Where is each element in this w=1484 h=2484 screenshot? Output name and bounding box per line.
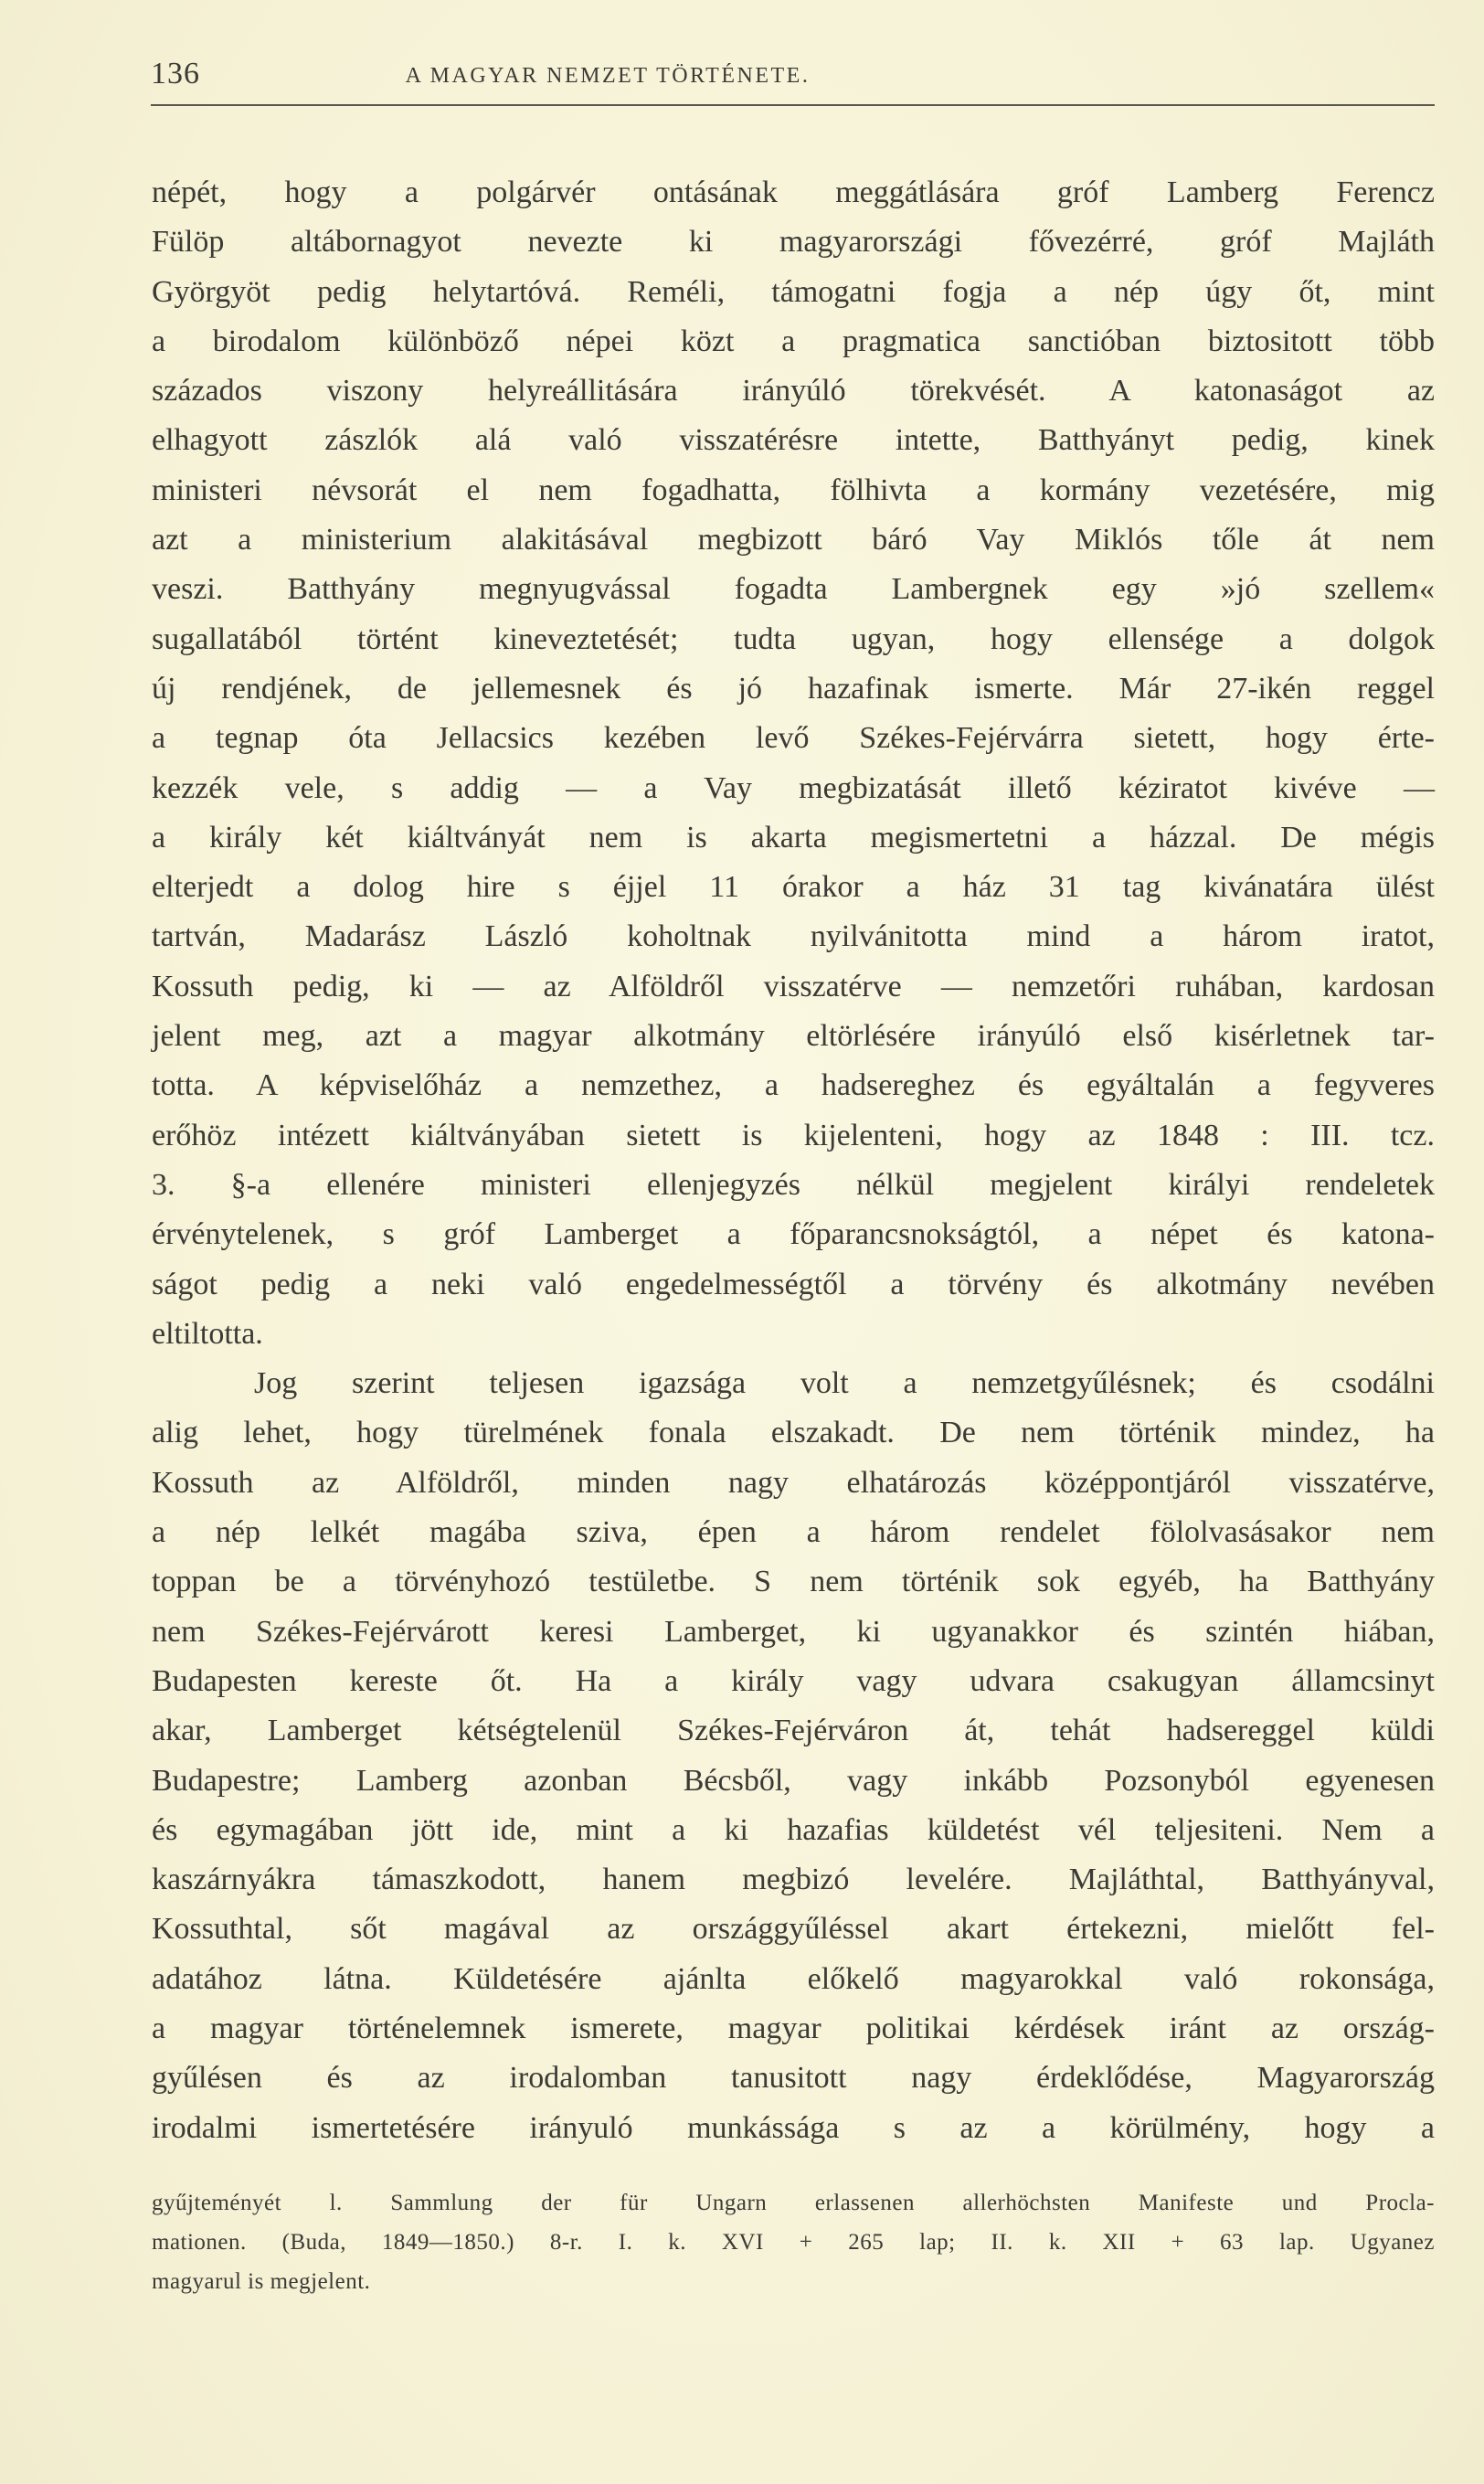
text-line: erőhöz intézett kiáltványában sietett is kijelenteni, hogy az 1848 : III. tcz. [152,1118,1435,1152]
footnote-line: magyarul is megjelent. [152,2269,371,2294]
text-line: Györgyöt pedig helytartóvá. Reméli, támogatni fogja a nép úgy őt, mint [152,274,1435,309]
text-line: a birodalom különböző népei közt a pragmatica sanctióban biztositott több [152,324,1435,358]
footnote-line: gyűjteményét l. Sammlung der für Ungarn erlassenen allerhöchsten Manifeste und Procla- [152,2191,1435,2215]
text-line: a magyar történelemnek ismerete, magyar politikai kérdések iránt az ország- [152,2011,1435,2045]
text-line: ságot pedig a neki való engedelmességtől a törvény és alkotmány nevében [152,1267,1435,1301]
text-line: nem Székes-Fejérvárott keresi Lamberget, ki ugyanakkor és szintén hiában, [152,1614,1435,1649]
text-line: új rendjének, de jellemesnek és jó hazafinak ismerte. Már 27-ikén reggel [152,671,1435,706]
footnote-line: mationen. (Buda, 1849—1850.) 8-r. I. k. XVI + 265 lap; II. k. XII + 63 lap. Ugyanez [152,2230,1435,2255]
text-line: tartván, Madarász László koholtnak nyilvánitotta mind a három iratot, [152,919,1435,954]
text-line: Budapestre; Lamberg azonban Bécsből, vagy inkább Pozsonyból egyenesen [152,1763,1435,1798]
running-header [151,57,1435,93]
text-line: kaszárnyákra támaszkodott, hanem megbizó levelére. Majláthtal, Batthyányval, [152,1863,1435,1897]
text-line: ministeri névsorát el nem fogadhatta, fölhivta a kormány vezetésére, mig [152,472,1435,507]
text-line: 3. §-a ellenére ministeri ellenjegyzés nélkül megjelent királyi rendeletek [152,1167,1435,1202]
text-line: jelent meg, azt a magyar alkotmány eltörlésére irányúló első kisérletnek tar- [152,1019,1435,1054]
text-line: érvénytelenek, s gróf Lamberget a főparancsnokságtól, a népet és katona- [152,1217,1435,1252]
text-line: alig lehet, hogy türelmének fonala elszakadt. De nem történik mindez, ha [152,1416,1435,1450]
page-number: 136 [151,57,200,90]
text-line: kezzék vele, s addig — a Vay megbizatását illető kéziratot kivéve — [152,770,1435,805]
header-rule [151,104,1435,106]
text-line: a tegnap óta Jellacsics kezében levő Székes-Fejérvárra sietett, hogy érte- [152,721,1435,756]
text-line: elterjedt a dolog hire s éjjel 11 órakor a ház 31 tag kivánatára ülést [152,870,1435,905]
text-line: népét, hogy a polgárvér ontásának meggátlására gróf Lamberg Ferencz [152,175,1435,209]
text-line: a király két kiáltványát nem is akarta megismertetni a házzal. De mégis [152,820,1435,855]
text-line: adatához látna. Küldetésére ajánlta előkelő magyarokkal való rokonsága, [152,1961,1435,1996]
body-text [152,168,1435,2153]
text-line: sugallatából történt kineveztetését; tudta ugyan, hogy ellensége a dolgok [152,621,1435,656]
text-line: irodalmi ismertetésére irányuló munkássága s az a körülmény, hogy a [152,2110,1435,2145]
text-line: Kossuthtal, sőt magával az országgyűléssel akart értekezni, mielőtt fel- [152,1912,1435,1947]
text-line: toppan be a törvényhozó testületbe. S nem történik sok egyéb, ha Batthyány [152,1565,1435,1599]
text-line: százados viszony helyreállitására irányúló törekvését. A katonaságot az [152,374,1435,409]
text-line: azt a ministerium alakitásával megbizott báró Vay Miklós tőle át nem [152,523,1435,557]
paragraph [152,168,1435,1359]
text-line: és egymagában jött ide, mint a ki hazafias küldetést vél teljesiteni. Nem a [152,1812,1435,1847]
text-line: akar, Lamberget kétségtelenül Székes-Fejérváron át, tehát hadsereggel küldi [152,1714,1435,1748]
footnote [152,2183,1435,2301]
text-line: elhagyott zászlók alá való visszatérésre intette, Batthyányt pedig, kinek [152,423,1435,458]
text-line: gyűlésen és az irodalomban tanusitott nagy érdeklődése, Magyarország [152,2061,1435,2096]
text-line: Fülöp altábornagyot nevezte ki magyarországi fővezérré, gróf Majláth [152,225,1435,260]
text-line: Kossuth az Alföldről, minden nagy elhatározás középpontjáról visszatérve, [152,1465,1435,1500]
text-line: veszi. Batthyány megnyugvással fogadta Lambergnek egy »jó szellem« [152,572,1435,607]
running-title: A MAGYAR NEMZET TÖRTÉNETE. [405,64,811,88]
text-line: Jog szerint teljesen igazsága volt a nemzetgyűlésnek; és csodálni [254,1366,1435,1401]
text-line: a nép lelkét magába sziva, épen a három rendelet fölolvasásakor nem [152,1515,1435,1550]
text-line: eltiltotta. [152,1316,263,1351]
text-line: Budapesten kereste őt. Ha a király vagy udvara csakugyan államcsinyt [152,1663,1435,1698]
paragraph [152,1359,1435,2153]
text-line: Kossuth pedig, ki — az Alföldről visszatérve — nemzetőri ruhában, kardosan [152,969,1435,1003]
text-line: totta. A képviselőház a nemzethez, a hadsereghez és egyáltalán a fegyveres [152,1068,1435,1103]
